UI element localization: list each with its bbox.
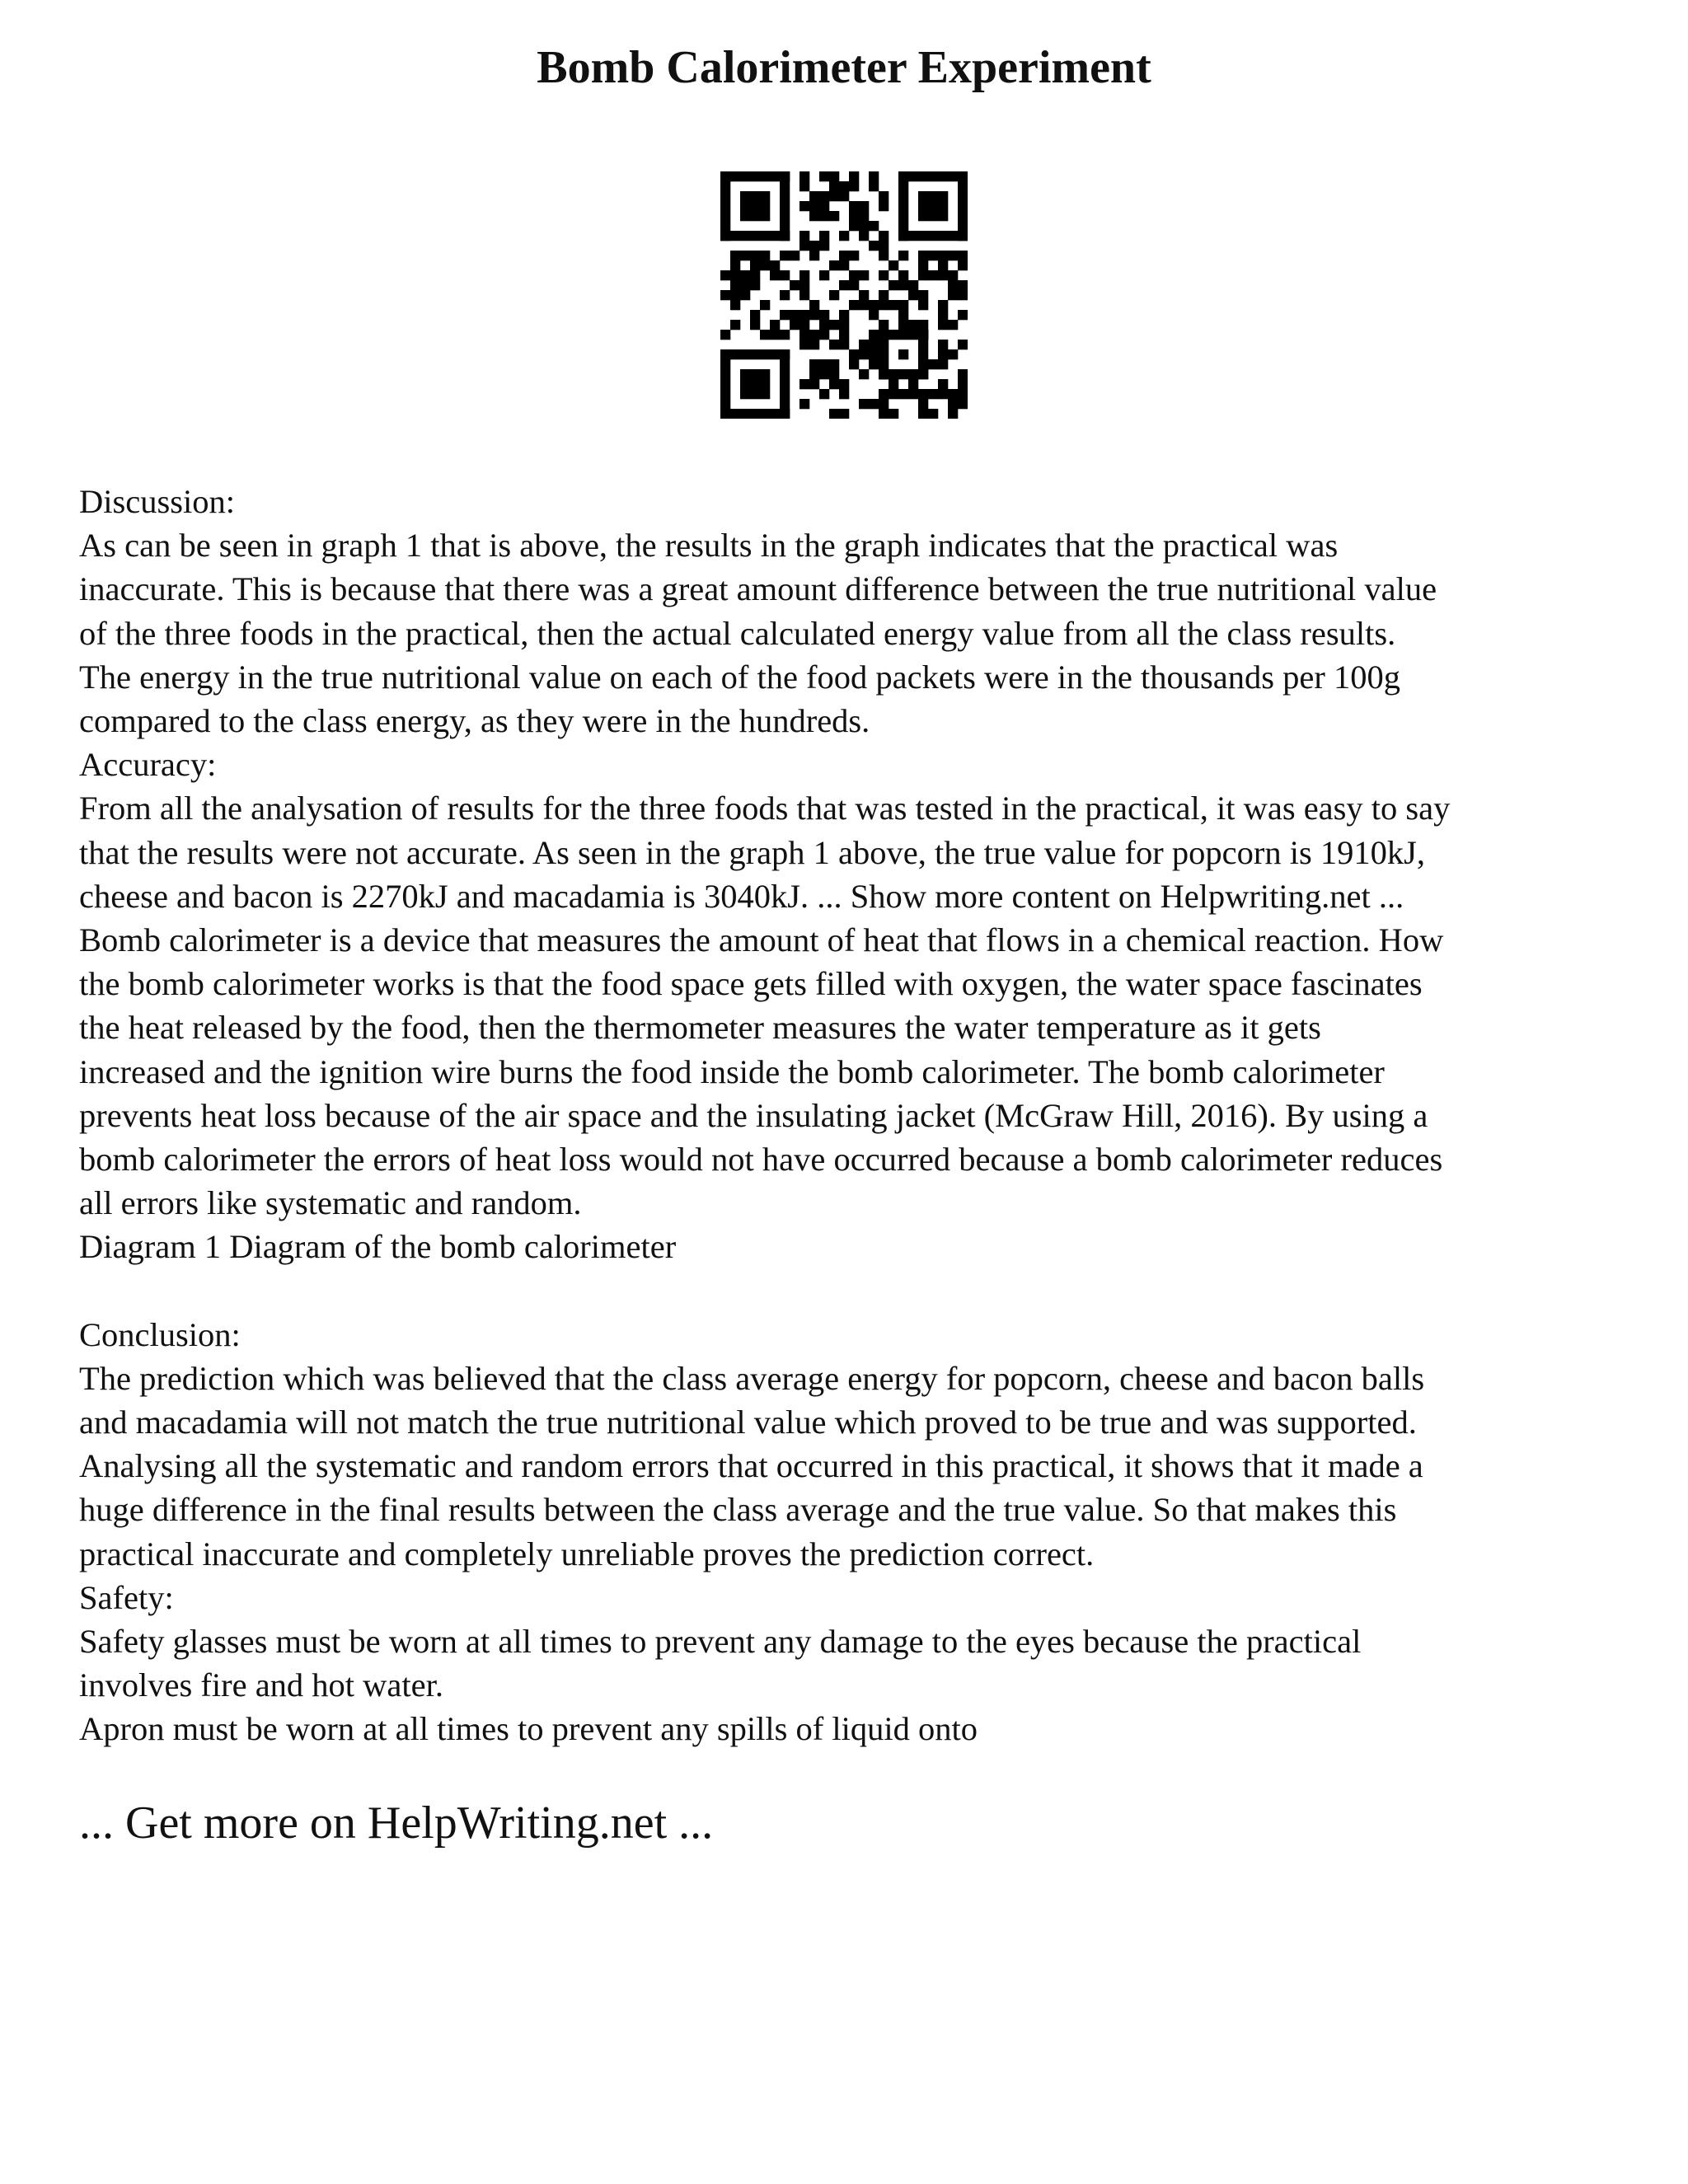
discussion-heading: Discussion: [79,483,236,520]
qr-code-icon [720,171,968,419]
safety-heading: Safety: [79,1578,174,1616]
accuracy-heading: Accuracy: [79,746,217,784]
helpwriting-link[interactable]: ... Get more on HelpWriting.net ... [79,1797,714,1849]
safety-paragraph-glasses: Safety glasses must be worn at all times to prevent any damage to the eyes because the practical involves fire and hot water. [79,1623,1362,1704]
discussion-paragraph: As can be seen in graph 1 that is above, the results in the graph indicates that the practical was inaccurate. This is because that there was a great amount difference between the true nutritional value of the three foods in the practical, then the actual calculated energy value from all the class results. The energy in the true nutritional value on each of the food packets were in the thousands per 100g compared to the class energy, as they were in the hundreds. [79,527,1437,740]
document-title: Bomb Calorimeter Experiment [537,42,1151,93]
safety-paragraph-apron: Apron must be worn at all times to prevent any spills of liquid onto [79,1710,978,1748]
accuracy-paragraph: From all the analysation of results for the three foods that was tested in the practical, it was easy to say that the results were not accurate. As seen in the graph 1 above, the true value for popcorn is 1910kJ, cheese and bacon is 2270kJ and macadamia is 3040kJ. ... Show more content on Helpwriting.net ... Bomb calorimeter is a device that measures the amount of heat that flows in a chemical reaction. How the bomb calorimeter works is that the food space gets filled with oxygen, the water space fascinates the heat released by the food, then the thermometer measures the water temperature as it gets increased and the ignition wire burns the food inside the bomb calorimeter. The bomb calorimeter prevents heat loss because of the air space and the insulating jacket (McGraw Hill, 2016). By using a bomb calorimeter the errors of heat loss would not have occurred because a bomb calorimeter reduces all errors like systematic and random. [79,790,1451,1222]
diagram-caption: Diagram 1 Diagram of the bomb calorimeter [79,1228,677,1266]
conclusion-paragraph: The prediction which was believed that the class average energy for popcorn, cheese and bacon balls and macadamia will not match the true nutritional value which proved to be true and was supported. Analysing all the systematic and random errors that occurred in this practical, it shows that it made a huge difference in the final results between the class average and the true value. So that makes this practical inaccurate and completely unreliable proves the prediction correct. [79,1359,1425,1572]
document-body [79,480,1629,1751]
paragraph-gap [79,1269,1629,1313]
conclusion-heading: Conclusion: [79,1315,241,1353]
